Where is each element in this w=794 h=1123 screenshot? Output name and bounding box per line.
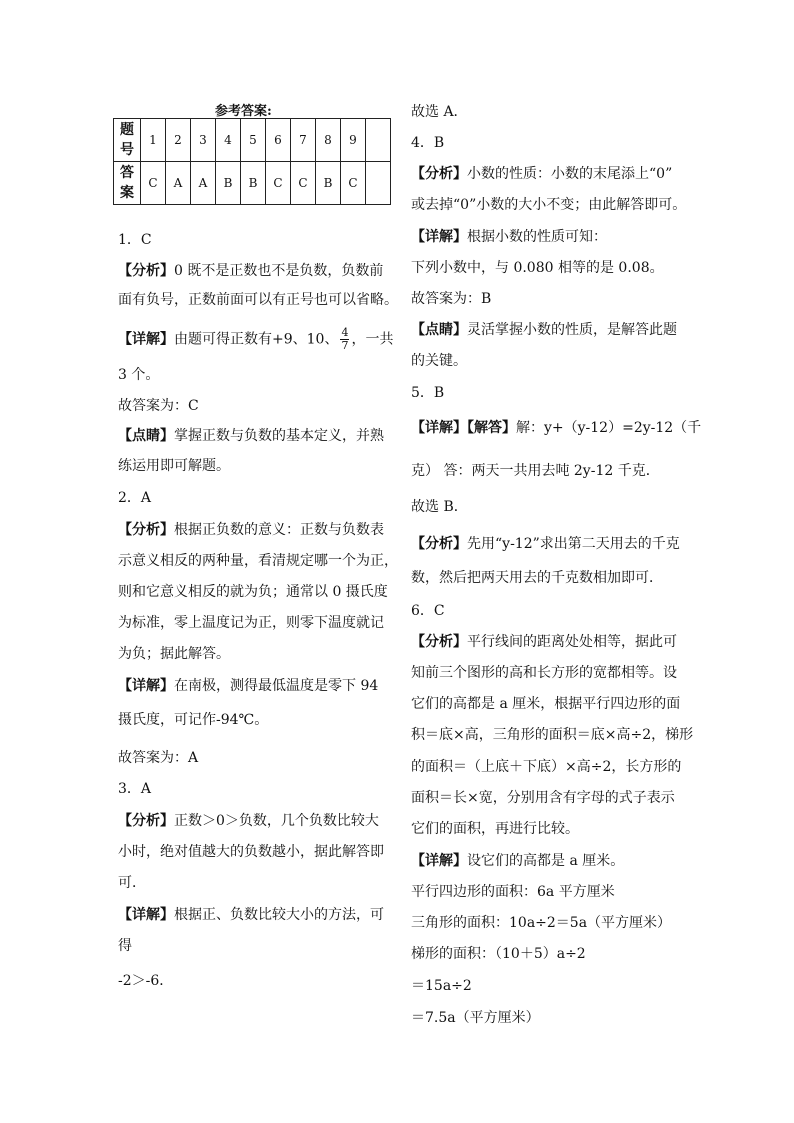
analysis-line: 【分析】根据正负数的意义：正数与负数表: [118, 522, 384, 538]
detail-line: 【详解】设它们的高都是 a 厘米。: [411, 853, 625, 869]
answer-5-heading: 5．B: [411, 385, 445, 401]
detail-line: 【详解】根据正、负数比较大小的方法，可: [118, 907, 384, 923]
detail-line: ＝15a÷2: [411, 978, 472, 994]
answer-cell: A: [191, 162, 216, 205]
insight-line: 练运用即可解题。: [118, 458, 230, 474]
detail-text-after: ，一共: [351, 331, 394, 348]
number-cell: 5: [241, 119, 266, 162]
analysis-line: 它们的面积，再进行比较。: [411, 821, 579, 837]
analysis-line: 知前三个图形的高和长方形的宽都相等。设: [411, 665, 677, 681]
fraction-denominator: 7: [341, 339, 349, 352]
detail-line: 三角形的面积：10a÷2＝5a（平方厘米）: [411, 915, 672, 931]
analysis-line: 面积＝长×宽，分别用含有字母的式子表示: [411, 790, 675, 806]
fraction-numerator: 4: [341, 326, 349, 339]
answer-cell: C: [266, 162, 291, 205]
answer-2-heading: 2．A: [118, 490, 152, 506]
answer-table: [113, 118, 391, 205]
answer-table-answer-row: [114, 162, 391, 205]
analysis-line: 小时，绝对值越大的负数越小，据此解答即: [118, 844, 384, 860]
analysis-line: 数，然后把两天用去的千克数相加即可．: [411, 570, 663, 586]
detail-line: ＝7.5a（平方厘米）: [411, 1010, 540, 1026]
analysis-line: 的面积＝（上底＋下底）×高÷2，长方形的: [411, 759, 682, 775]
header-char: 答: [120, 165, 134, 181]
analysis-line: 为负；据此解答。: [118, 646, 230, 662]
detail-line: 得: [118, 938, 132, 954]
answer-cell: C: [341, 162, 366, 205]
number-cell: 8: [316, 119, 341, 162]
analysis-line: 示意义相反的两种量，看清规定哪一个为正，: [118, 553, 398, 569]
header-char: 号: [120, 142, 134, 158]
header-cell-number: [114, 119, 141, 162]
insight-line: 的关键。: [411, 353, 467, 369]
detail-line: 摄氏度，可记作-94℃。: [118, 712, 269, 728]
answer-cell: B: [216, 162, 241, 205]
analysis-line: 或去掉“0”小数的大小不变；由此解答即可。: [411, 197, 687, 213]
analysis-line: 积＝底×高，三角形的面积＝底×高÷2，梯形: [411, 727, 694, 743]
answer-line: 故答案为：A: [118, 750, 199, 766]
detail-line: 【详解】【解答】解：y+（y-12）=2y-12（千: [411, 420, 702, 436]
detail-line: 【详解】在南极，测得最低温度是零下 94: [118, 678, 379, 694]
analysis-line: 为标准，零上温度记为正，则零下温度就记: [118, 615, 384, 631]
analysis-line: 【分析】先用“y-12”求出第二天用去的千克: [411, 536, 680, 552]
number-cell: 2: [166, 119, 191, 162]
detail-line: 3 个。: [118, 367, 160, 383]
analysis-line: 【分析】0 既不是正数也不是负数，负数前: [118, 263, 384, 279]
number-cell: 7: [291, 119, 316, 162]
analysis-line: 【分析】正数＞0＞负数，几个负数比较大: [118, 813, 379, 829]
answer-6-heading: 6．C: [411, 603, 445, 619]
detail-line: 梯形的面积：（10＋5）a÷2: [411, 946, 586, 962]
header-char: 题: [120, 122, 134, 138]
detail-line: 下列小数中，与 0.080 相等的是 0.08。: [411, 260, 664, 276]
answer-4-heading: 4．B: [411, 135, 445, 151]
analysis-line: 它们的高都是 a 厘米，根据平行四边形的面: [411, 696, 681, 712]
conclusion-line: 故选 B．: [411, 499, 468, 515]
answer-line: 故答案为：C: [118, 398, 199, 414]
number-cell: 6: [266, 119, 291, 162]
insight-line: 【点睛】灵活掌握小数的性质，是解答此题: [411, 322, 677, 338]
analysis-line: 面有负号，正数前面可以有正号也可以省略。: [118, 292, 398, 308]
answer-table-number-row: [114, 119, 391, 162]
insight-line: 【点睛】掌握正数与负数的基本定义，并熟: [118, 428, 384, 444]
detail-line: 平行四边形的面积：6a 平方厘米: [411, 884, 615, 900]
number-cell: 4: [216, 119, 241, 162]
number-cell: 9: [341, 119, 366, 162]
header-cell-answer: [114, 162, 141, 205]
detail-text: 【详解】由题可得正数有+9、10、: [118, 331, 339, 348]
detail-line: 【详解】根据小数的性质可知：: [411, 229, 607, 245]
answer-key-title: 参考答案:: [215, 104, 272, 119]
number-cell: [366, 119, 391, 162]
answer-3-heading: 3．A: [118, 781, 152, 797]
answer-cell: [366, 162, 391, 205]
answer-cell: A: [166, 162, 191, 205]
detail-line: 克） 答：两天一共用去吨 2y-12 千克．: [411, 463, 660, 479]
detail-line: [118, 327, 393, 352]
conclusion-line: 故选 A．: [411, 104, 468, 120]
answer-cell: B: [316, 162, 341, 205]
answer-cell: C: [141, 162, 166, 205]
detail-line: -2＞-6．: [118, 973, 174, 989]
number-cell: 3: [191, 119, 216, 162]
analysis-line: 【分析】小数的性质：小数的末尾添上“0”: [411, 166, 673, 182]
answer-cell: B: [241, 162, 266, 205]
fraction: [340, 327, 349, 352]
answer-cell: C: [291, 162, 316, 205]
answer-1-heading: 1．C: [118, 232, 152, 248]
number-cell: 1: [141, 119, 166, 162]
answer-line: 故答案为：B: [411, 291, 492, 307]
header-char: 案: [120, 185, 134, 201]
analysis-line: 则和它意义相反的就为负；通常以 0 摄氏度: [118, 584, 388, 600]
analysis-line: 可．: [118, 875, 146, 891]
analysis-line: 【分析】平行线间的距离处处相等，据此可: [411, 634, 677, 650]
